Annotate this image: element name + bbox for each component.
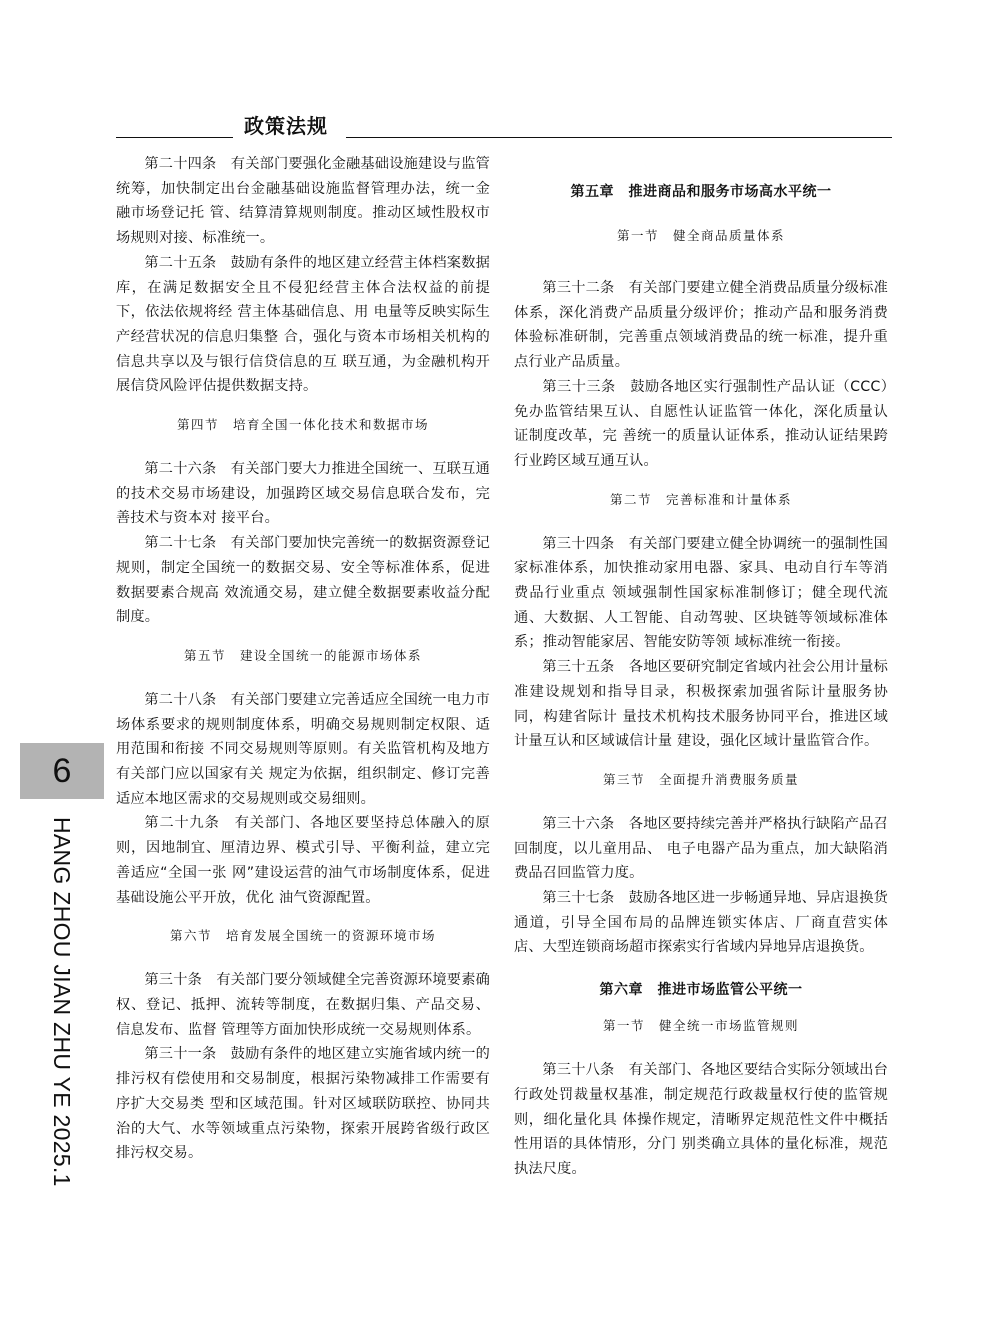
section-heading-5-1: 第一节 健全商品质量体系	[616, 228, 785, 243]
chapter-heading-5: 第五章 推进商品和服务市场高水平统一	[570, 184, 832, 200]
section-heading-4: 第四节 培育全国一体化技术和数据市场	[176, 417, 429, 433]
section-heading-5-3: 第三节 全面提升消费服务质量	[602, 771, 799, 787]
article-29: 第二十九条 有关部门、各地区要坚持总体融入的原则，因地制宜、厘清边界、模式引导、平衡利益，建立完善适应“全国一张 网”建设运营的油气市场制度体系，促进基础设施公平开放，优化 油气资源配置。	[116, 815, 490, 906]
left-column	[116, 152, 490, 1166]
article-31: 第三十一条 鼓励有条件的地区建立实施省域内统一的排污权有偿使用和交易制度，根据污染物减排工作需要有序扩大交易类 型和区域范围。针对区域联防联控、协同共治的大气、水等领域重点污染物，探索开展跨省级行政区排污权交易。	[116, 1046, 490, 1162]
journal-name-vertical: HANG ZHOU JIAN ZHU YE 2025.1	[49, 817, 75, 1187]
article-27: 第二十七条 有关部门要加快完善统一的数据资源登记规则，制定全国统一的数据交易、安全等标准体系，促进数据要素合规高 效流通交易，建立健全数据要素收益分配制度。	[116, 535, 490, 626]
page-number-box	[20, 743, 104, 799]
section-heading-6-1: 第一节 健全统一市场监管规则	[602, 1018, 799, 1034]
article-28: 第二十八条 有关部门要建立完善适应全国统一电力市场体系要求的规则制度体系，明确交易规则制定权限、适用范围和衔接 不同交易规则等原则。有关监管机构及地方有关部门应以国家有关 规定为依据，组织制定、修订完善适应本地区需求的交易规则或交易细则。	[116, 691, 490, 807]
article-34: 第三十四条 有关部门要建立健全协调统一的强制性国家标准体系，加快推动家用电器、家具、电动自行车等消费品行业重点 领域强制性国家标准制修订；健全现代流通、大数据、人工智能、自动驾驶、区块链等领域标准体系；推动智能家居、智能安防等领 域标准统一衔接。	[514, 535, 888, 651]
article-24: 第二十四条 有关部门要强化金融基础设施建设与监管统筹，加快制定出台金融基础设施监督管理办法，统一金融市场登记托 管、结算清算规则制度。推动区域性股权市场规则对接、标准统一。	[116, 156, 490, 247]
section-title: 政策法规	[244, 114, 328, 138]
article-35: 第三十五条 各地区要研究制定省域内社会公用计量标准建设规划和指导目录，积极探索加强省际计量服务协同，构建省际计 量技术机构技术服务协同平台，推进区域计量互认和区域诚信计量 建设，强化区域计量监管合作。	[514, 659, 888, 750]
right-column	[514, 180, 888, 1182]
section-heading-6: 第六节 培育发展全国统一的资源环境市场	[169, 928, 436, 944]
article-37: 第三十七条 鼓励各地区进一步畅通异地、异店退换货通道，引导全国布局的品牌连锁实体店、厂商直营实体店、大型连锁商场超市探索实行省域内异地异店退换货。	[514, 890, 888, 956]
article-26: 第二十六条 有关部门要大力推进全国统一、互联互通的技术交易市场建设，加强跨区域交易信息联合发布，完善技术与资本对 接平台。	[116, 461, 490, 527]
article-25: 第二十五条 鼓励有条件的地区建立经营主体档案数据库，在满足数据安全且不侵犯经营主体合法权益的前提下，依法依规将经 营主体基础信息、用 电量等反映实际生产经营状况的信息归集整 合，强化与资本市场相关机构的信息共享以及与银行信贷信息的互 联互通，为金融机构开展信贷风险评估提供数据支持。	[116, 254, 490, 395]
page-number: 6	[52, 752, 72, 790]
article-33: 第三十三条 鼓励各地区实行强制性产品认证（CCC）免办监管结果互认、自愿性认证监管一体化，深化质量认证制度改革，完 善统一的质量认证体系，推动认证结果跨行业跨区域互通互认。	[514, 378, 888, 469]
article-36: 第三十六条 各地区要持续完善并严格执行缺陷产品召回制度，以儿童用品、 电子电器产品为重点，加大缺陷消费品召回监管力度。	[514, 815, 888, 882]
section-heading-5-2: 第二节 完善标准和计量体系	[609, 491, 792, 507]
article-30: 第三十条 有关部门要分领域健全完善资源环境要素确权、登记、抵押、流转等制度，在数据归集、产品交易、信息发布、监督 管理等方面加快形成统一交易规则体系。	[116, 972, 490, 1038]
article-32: 第三十二条 有关部门要建立健全消费品质量分级标准体系，深化消费产品质量分级评价；推动产品和服务消费体验标准研制，完善重点领域消费品的统一标准，提升重点行业产品质量。	[514, 280, 888, 371]
article-38: 第三十八条 有关部门、各地区要结合实际分领域出台行政处罚裁量权基准，制定规范行政裁量权行使的监管规则，细化量化具 体操作规定，清晰界定规范性文件中概括性用语的具体情形，分门 别类确立具体的量化标准，规范执法尺度。	[514, 1062, 888, 1177]
header-rule-left	[116, 137, 233, 138]
chapter-heading-6: 第六章 推进市场监管公平统一	[599, 982, 803, 999]
header-rule-right	[346, 137, 892, 138]
section-heading-5: 第五节 建设全国统一的能源市场体系	[183, 647, 422, 663]
